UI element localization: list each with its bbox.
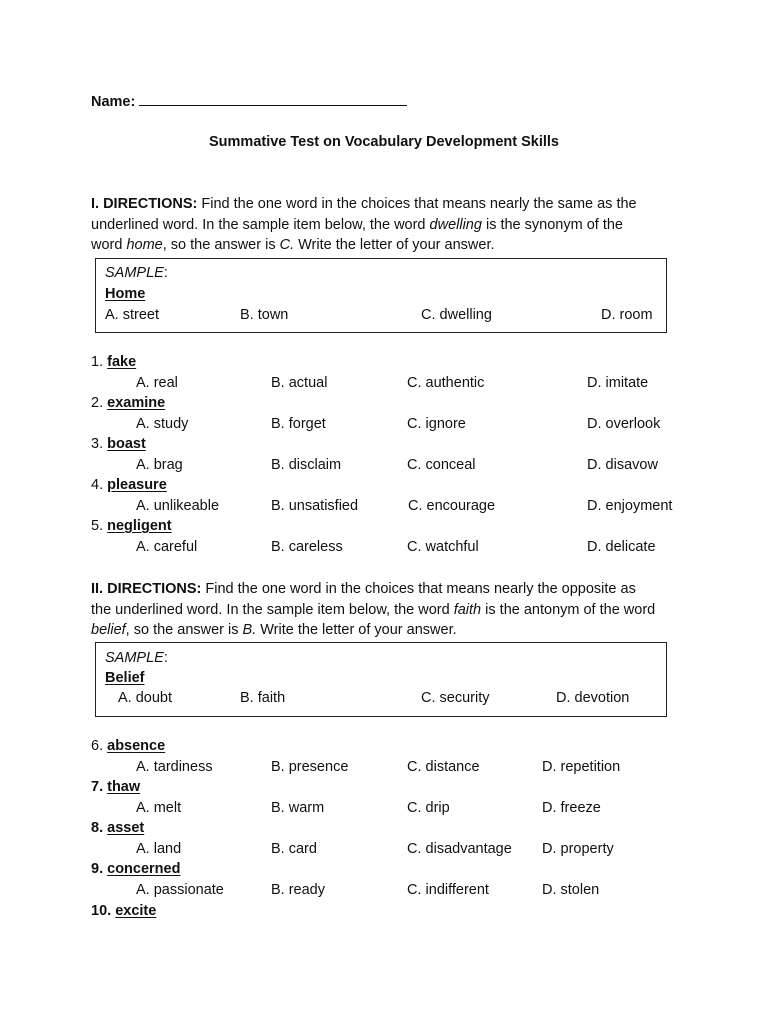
choice-9c[interactable]: C. indifferent [407, 882, 489, 898]
directions-1-label: I. DIRECTIONS: [91, 196, 198, 212]
question-5: 5. negligent [91, 518, 172, 534]
question-word: excite [115, 903, 157, 919]
question-word: absence [107, 738, 166, 754]
sample-choice-d: D. room [601, 307, 653, 323]
question-10: 10. excite [91, 903, 157, 919]
choice-2a[interactable]: A. study [136, 416, 189, 432]
question-word: negligent [107, 518, 172, 534]
choice-5b[interactable]: B. careless [271, 539, 343, 555]
choice-2c[interactable]: C. ignore [407, 416, 466, 432]
question-3: 3. boast [91, 436, 146, 452]
question-word: thaw [107, 779, 141, 795]
choice-6c[interactable]: C. distance [407, 759, 480, 775]
sample-label: SAMPLE: [105, 650, 168, 666]
sample-choice-a: A. doubt [118, 690, 173, 706]
choice-7d[interactable]: D. freeze [542, 800, 601, 816]
choice-9d[interactable]: D. stolen [542, 882, 600, 898]
choice-3d[interactable]: D. disavow [587, 457, 658, 473]
choice-1a[interactable]: A. real [136, 375, 178, 391]
choice-4c[interactable]: C. encourage [408, 498, 496, 514]
sample-word: Home [105, 286, 146, 302]
choice-6b[interactable]: B. presence [271, 759, 349, 775]
choice-4b[interactable]: B. unsatisfied [271, 498, 359, 514]
directions-2-label: II. DIRECTIONS: [91, 581, 202, 597]
choice-2d[interactable]: D. overlook [587, 416, 661, 432]
sample-box-2 [95, 642, 667, 717]
choice-6d[interactable]: D. repetition [542, 759, 621, 775]
name-blank-line[interactable] [139, 92, 407, 106]
question-2: 2. examine [91, 395, 166, 411]
directions-part-1: I. DIRECTIONS: Find the one word in the choices that means nearly the same as the underlined word. In the sample item below, the word dwelling is the synonym of the word home, so the answer is C. Write the letter of your answer. [91, 196, 637, 253]
sample-choice-b: B. town [240, 307, 289, 323]
question-word: examine [107, 395, 166, 411]
choice-7a[interactable]: A. melt [136, 800, 182, 816]
choice-3a[interactable]: A. brag [136, 457, 183, 473]
choice-7b[interactable]: B. warm [271, 800, 325, 816]
question-word: pleasure [107, 477, 167, 493]
question-1: 1. fake [91, 354, 137, 370]
question-9: 9. concerned [91, 861, 181, 877]
sample-box-1 [95, 258, 667, 333]
question-word: asset [107, 820, 145, 836]
sample-choice-a: A. street [105, 307, 159, 323]
choice-6a[interactable]: A. tardiness [136, 759, 213, 775]
sample-word: Belief [105, 670, 145, 686]
choice-3b[interactable]: B. disclaim [271, 457, 342, 473]
sample-choice-c: C. dwelling [421, 307, 492, 323]
choice-5d[interactable]: D. delicate [587, 539, 656, 555]
sample-choice-d: D. devotion [556, 690, 630, 706]
question-4: 4. pleasure [91, 477, 167, 493]
page-title: Summative Test on Vocabulary Development Skills [209, 134, 559, 150]
question-8: 8. asset [91, 820, 145, 836]
directions-part-2: II. DIRECTIONS: Find the one word in the choices that means nearly the opposite as the underlined word. In the sample item below, the word faith is the antonym of the word belief, so the answer is B. Write the letter of your answer. [91, 581, 656, 638]
choice-8b[interactable]: B. card [271, 841, 317, 857]
choice-9a[interactable]: A. passionate [136, 882, 224, 898]
question-word: fake [107, 354, 137, 370]
name-label: Name: [91, 94, 136, 110]
choice-8a[interactable]: A. land [136, 841, 182, 857]
choice-3c[interactable]: C. conceal [407, 457, 476, 473]
choice-1b[interactable]: B. actual [271, 375, 328, 391]
choice-4a[interactable]: A. unlikeable [136, 498, 220, 514]
choice-1d[interactable]: D. imitate [587, 375, 649, 391]
choice-4d[interactable]: D. enjoyment [587, 498, 673, 514]
choice-5a[interactable]: A. careful [136, 539, 198, 555]
sample-choice-c: C. security [421, 690, 490, 706]
question-word: concerned [107, 861, 181, 877]
choice-8d[interactable]: D. property [542, 841, 614, 857]
name-field[interactable] [91, 92, 407, 110]
question-6: 6. absence [91, 738, 166, 754]
choice-9b[interactable]: B. ready [271, 882, 325, 898]
choice-7c[interactable]: C. drip [407, 800, 450, 816]
sample-label: SAMPLE: [105, 265, 168, 281]
choice-8c[interactable]: C. disadvantage [407, 841, 512, 857]
choice-5c[interactable]: C. watchful [407, 539, 479, 555]
question-7: 7. thaw [91, 779, 141, 795]
question-word: boast [107, 436, 146, 452]
choice-2b[interactable]: B. forget [271, 416, 326, 432]
sample-choice-b: B. faith [240, 690, 286, 706]
choice-1c[interactable]: C. authentic [407, 375, 485, 391]
